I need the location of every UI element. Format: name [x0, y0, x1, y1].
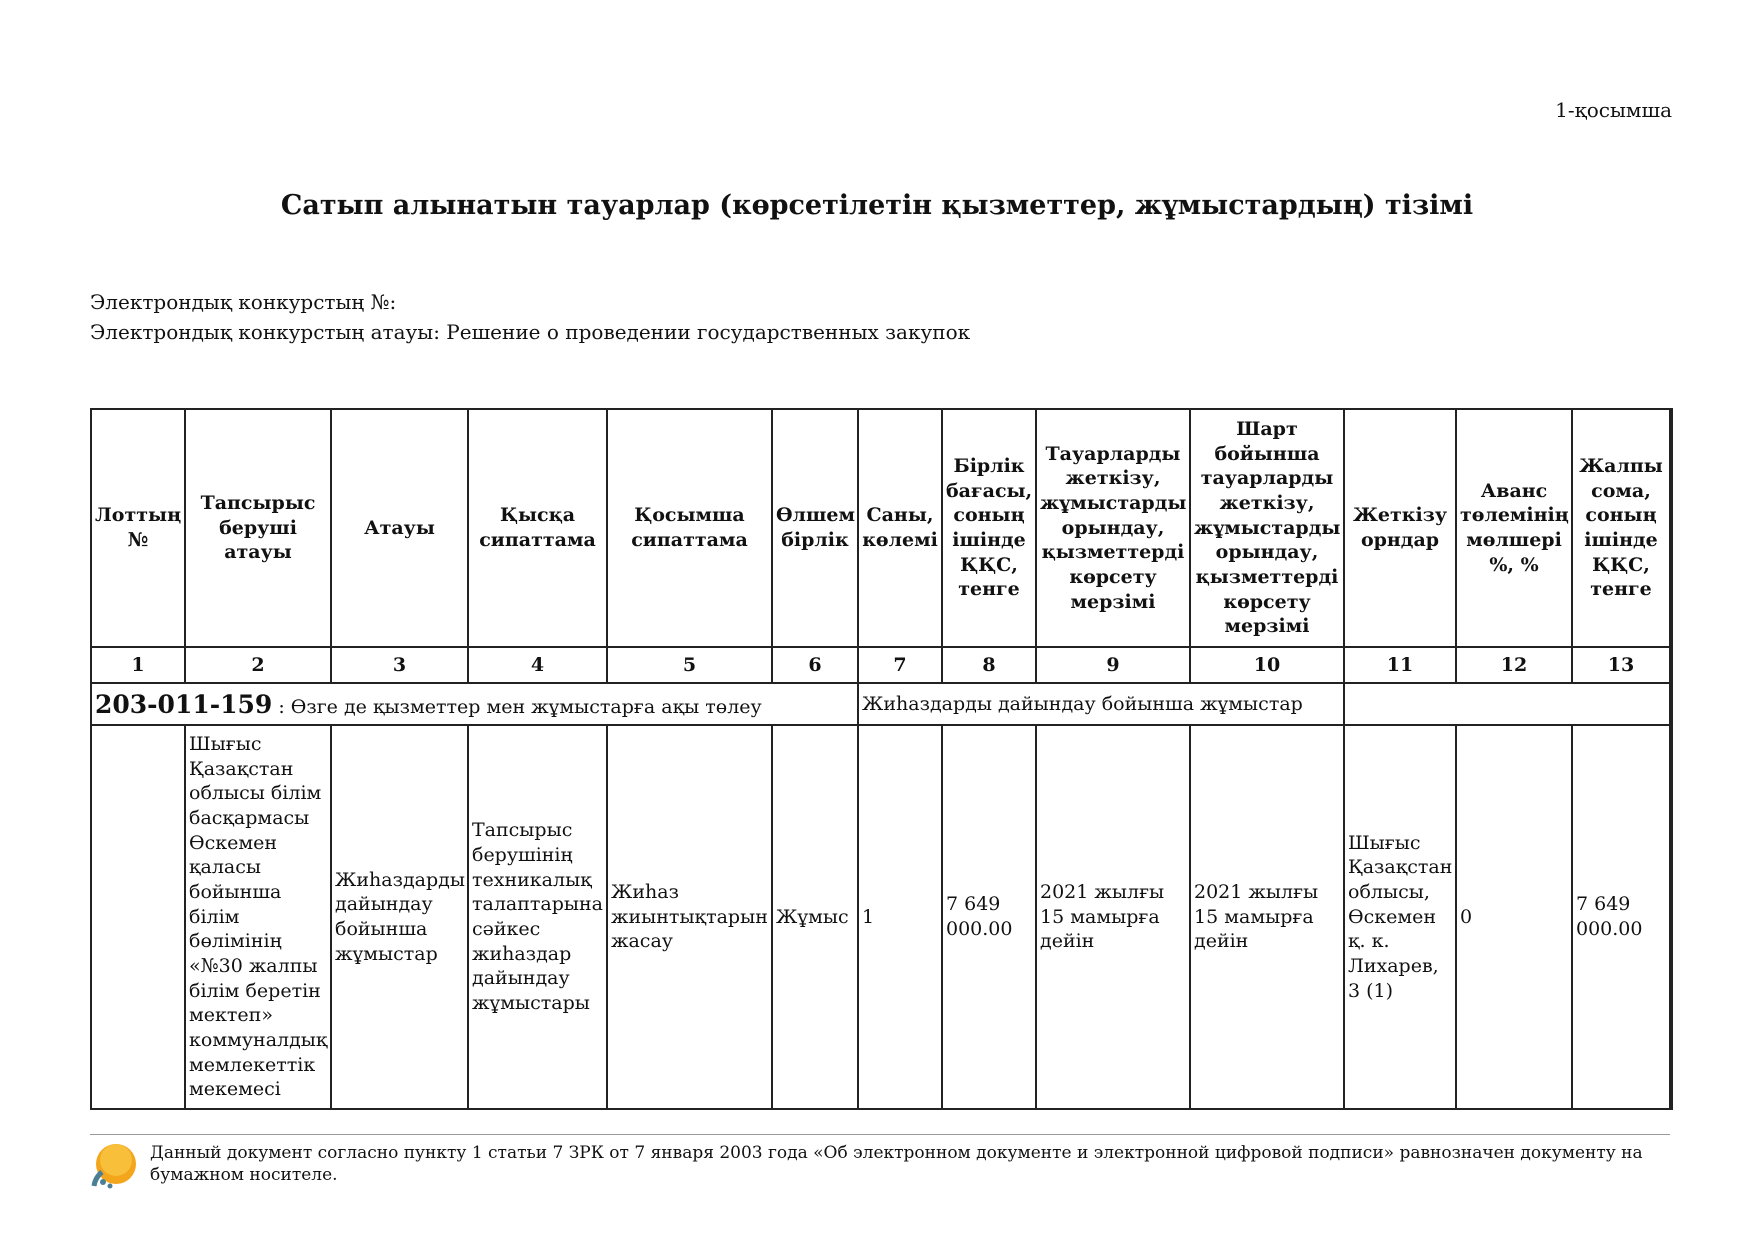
header-cell: Жалпы сома, соның ішінде ҚҚС, тенге	[1572, 409, 1671, 647]
quantity-cell: 1	[858, 725, 942, 1109]
document-title: Сатып алынатын тауарлар (көрсетілетін қызметтер, жұмыстардың) тізімі	[280, 190, 1474, 221]
column-number: 11	[1344, 647, 1456, 683]
column-number: 5	[607, 647, 772, 683]
extra-description-cell: Жиһаз жиынтықтарын жасау	[607, 725, 772, 1109]
header-cell: Атауы	[331, 409, 468, 647]
egov-sun-logo-icon	[90, 1142, 138, 1190]
header-cell: Өлшем бірлік	[772, 409, 858, 647]
budget-code-description: : Өзге де қызметтер мен жұмыстарға ақы төлеу	[272, 695, 762, 718]
unit-price-cell: 7 649 000.00	[942, 725, 1036, 1109]
column-number: 6	[772, 647, 858, 683]
column-number: 9	[1036, 647, 1190, 683]
goods-table	[90, 408, 1673, 1110]
column-number: 7	[858, 647, 942, 683]
annex-label: 1-қосымша	[1555, 98, 1672, 122]
header-cell: Қосымша сипаттама	[607, 409, 772, 647]
header-cell: Шарт бойынша тауарларды жеткізу, жұмыстарды орындау, қызметтерді көрсету мерзімі	[1190, 409, 1344, 647]
customer-cell: Шығыс Қазақстан облысы білім басқармасы Өскемен қаласы бойынша білім бөлімінің «№30 жалпы білім беретін мектеп» коммуналдық мемлекеттік мекемесі	[185, 725, 331, 1109]
budget-group-row	[91, 683, 1671, 725]
header-cell: Саны, көлемі	[858, 409, 942, 647]
budget-code: 203-011-159	[95, 689, 273, 719]
footer-divider	[90, 1134, 1670, 1135]
column-number: 13	[1572, 647, 1671, 683]
group-name-cell: Жиһаздарды дайындау бойынша жұмыстар	[858, 683, 1344, 725]
advance-payment-cell: 0	[1456, 725, 1572, 1109]
delivery-term-cell: 2021 жылғы 15 мамырға дейін	[1036, 725, 1190, 1109]
total-amount-cell: 7 649 000.00	[1572, 725, 1671, 1109]
header-cell: Тауарларды жеткізу, жұмыстарды орындау, қызметтерді көрсету мерзімі	[1036, 409, 1190, 647]
column-number-row	[91, 647, 1671, 683]
column-number: 12	[1456, 647, 1572, 683]
column-number: 8	[942, 647, 1036, 683]
header-cell: Лоттың №	[91, 409, 185, 647]
contest-name: Электрондық конкурстың атауы: Решение о проведении государственных закупок	[90, 320, 971, 344]
contest-number: Электрондық конкурстың №:	[90, 290, 397, 314]
group-empty-cell	[1344, 683, 1671, 725]
column-number: 1	[91, 647, 185, 683]
table-header-row	[91, 409, 1671, 647]
lot-number-cell	[91, 725, 185, 1109]
header-cell: Бірлік бағасы, соның ішінде ҚҚС, тенге	[942, 409, 1036, 647]
header-cell: Тапсырыс беруші атауы	[185, 409, 331, 647]
budget-code-cell	[91, 683, 858, 725]
item-name-cell: Жиһаздарды дайындау бойынша жұмыстар	[331, 725, 468, 1109]
table-row	[91, 725, 1671, 1109]
header-cell: Аванс төлемінің мөлшері %, %	[1456, 409, 1572, 647]
header-cell: Жеткізу орндар	[1344, 409, 1456, 647]
footer	[90, 1142, 1670, 1190]
delivery-place-cell: Шығыс Қазақстан облысы, Өскемен қ. к. Лихарев, 3 (1)	[1344, 725, 1456, 1109]
column-number: 10	[1190, 647, 1344, 683]
short-description-cell: Тапсырыс берушінің техникалық талаптарына сәйкес жиһаздар дайындау жұмыстары	[468, 725, 607, 1109]
footer-legal-text: Данный документ согласно пункту 1 статьи 7 ЗРК от 7 января 2003 года «Об электронном документе и электронной цифровой подписи» равнозначен документу на бумажном носителе.	[150, 1143, 1643, 1186]
column-number: 2	[185, 647, 331, 683]
unit-cell: Жұмыс	[772, 725, 858, 1109]
header-cell: Қысқа сипаттама	[468, 409, 607, 647]
column-number: 4	[468, 647, 607, 683]
column-number: 3	[331, 647, 468, 683]
contract-term-cell: 2021 жылғы 15 мамырға дейін	[1190, 725, 1344, 1109]
